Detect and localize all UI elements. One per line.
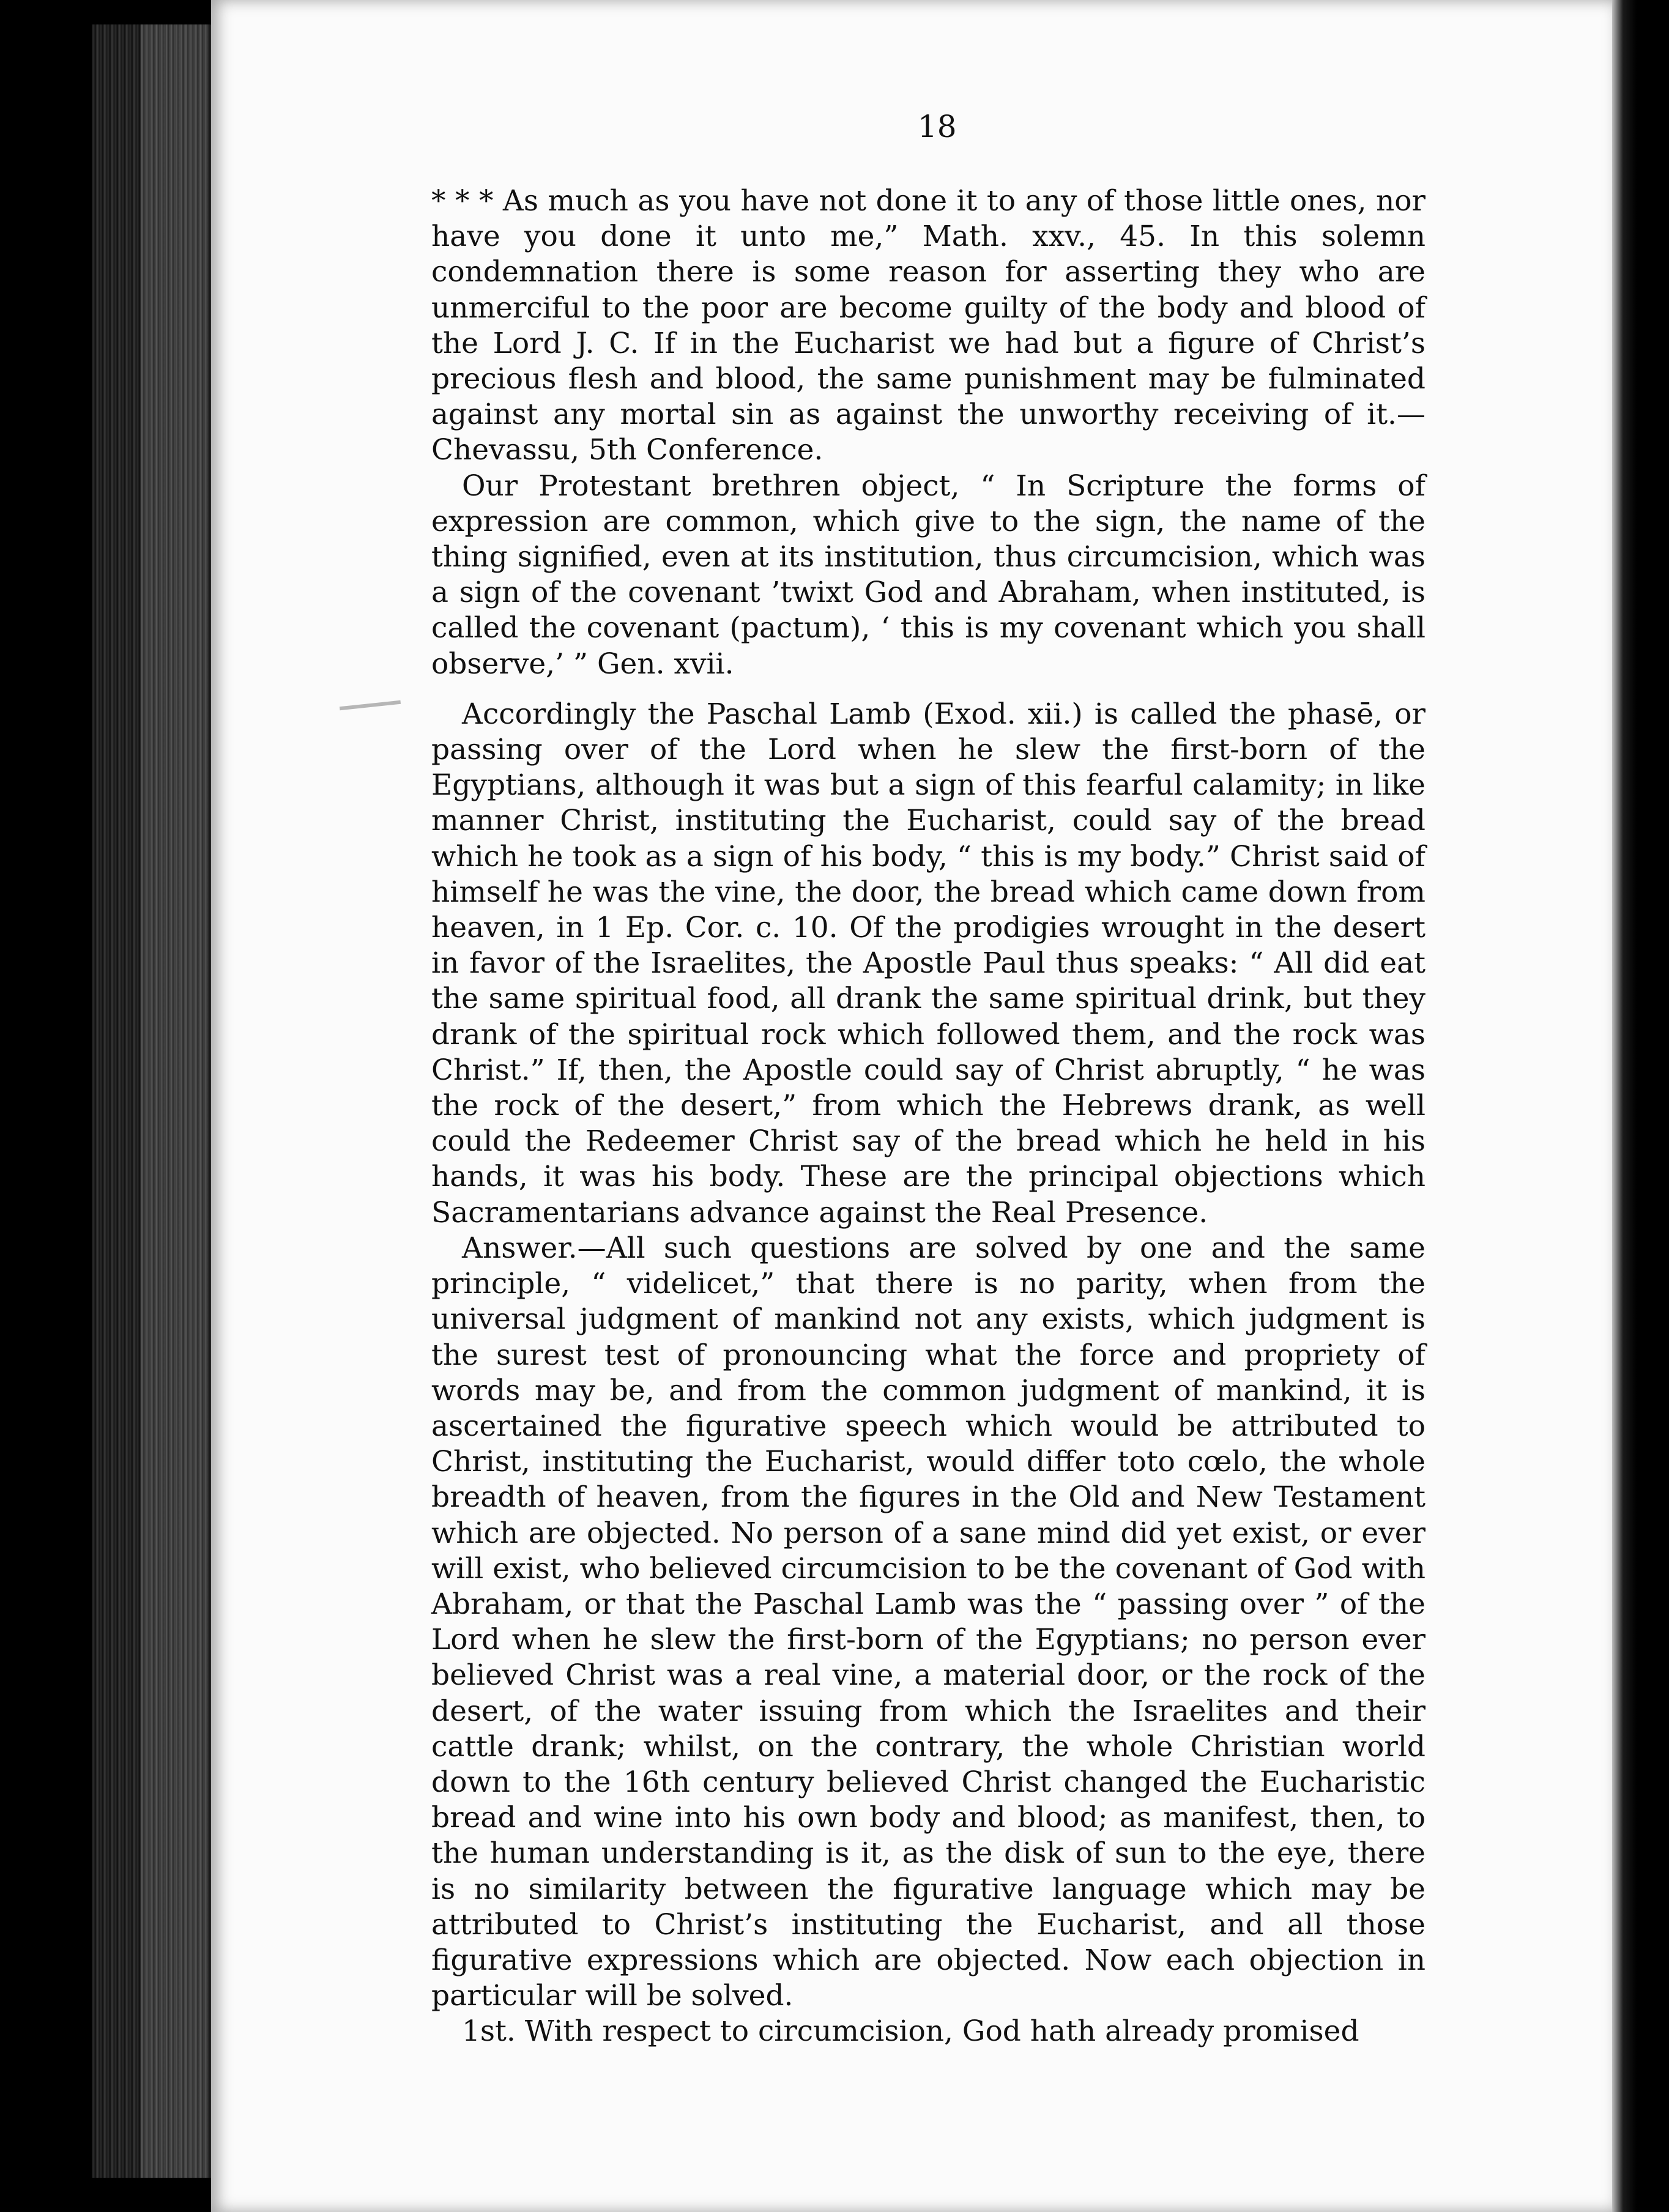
paragraph-3: Accordingly the Paschal Lamb (Exod. xii.) is called the phasē, or passing over of the Lord when he slew the first-born of the Egyptians, although it was but a sign of this fearful calamity; in like manner Christ, instituting the Eucharist, could say of the bread which he took as a sign of his body, “ this is my body.” Christ said of himself he was the vine, the door, the bread which came down from heaven, in 1 Ep. Cor. c. 10. Of the prodigies wrought in the desert in favor of the Israelites, the Apostle Paul thus speaks: “ All did eat the same spiritual food, all drank the same spiritual drink, but they drank of the spiritual rock which followed them, and the rock was Christ.” If, then, the Apostle could say of Christ abruptly, “ he was the rock of the desert,” from which the Hebrews drank, as well could the Redeemer Christ say of the bread which he held in his hands, it was his body. These are the principal objections which Sacramentarians advance against the Real Presence. [431,697,1426,1230]
page-number: 18 [918,109,957,144]
body-text [431,184,1426,2050]
paragraph-5: 1st. With respect to circumcision, God hath already promised [462,2014,1359,2049]
paragraph-1: * * * As much as you have not done it to any of those little ones, nor have you done it unto me,” Math. xxv., 45. In this solemn condemnation there is some reason for asserting they who are unmerciful to the poor are become guilty of the body and blood of the Lord J. C. If in the Eucharist we had but a figure of Christ’s precious flesh and blood, the same punishment may be fulminated against any mortal sin as against the unworthy receiving of it.—Chevassu, 5th Conference. [431,184,1426,467]
paragraph-2: Our Protestant brethren object, “ In Scripture the forms of expression are common, which give to the sign, the name of the thing signified, even at its institution, thus circumcision, which was a sign of the covenant ’twixt God and Abraham, when instituted, is called the covenant (pactum), ‘ this is my covenant which you shall observe,’ ” Gen. xvii. [431,469,1426,681]
book-page-edges-highlight [141,24,208,2178]
page-right-shadow [1612,0,1669,2212]
paragraph-4: Answer.—All such questions are solved by one and the same principle, “ videlicet,” that there is no parity, when from the universal judgment of mankind not any exists, which judgment is the surest test of pronouncing what the force and propriety of words may be, and from the common judgment of mankind, it is ascertained the figurative speech which would be attributed to Christ, instituting the Eucharist, would differ toto cœlo, the whole breadth of heaven, from the figures in the Old and New Testament which are objected. No person of a sane mind did yet exist, or ever will exist, who believed circumcision to be the covenant of God with Abraham, or that the Paschal Lamb was the “ passing over ” of the Lord when he slew the first-born of the Egyptians; no person ever believed Christ was a real vine, a material door, or the rock of the desert, of the water issuing from which the Israelites and their cattle drank; whilst, on the contrary, the whole Christian world down to the 16th century believed Christ changed the Eucharistic bread and wine into his own body and blood; as manifest, then, to the human understanding is it, as the disk of sun to the eye, there is no similarity between the figurative language which may be attributed to Christ’s instituting the Eucharist, and all those figurative expressions which are objected. Now each objection in particular will be solved. [431,1231,1426,2013]
